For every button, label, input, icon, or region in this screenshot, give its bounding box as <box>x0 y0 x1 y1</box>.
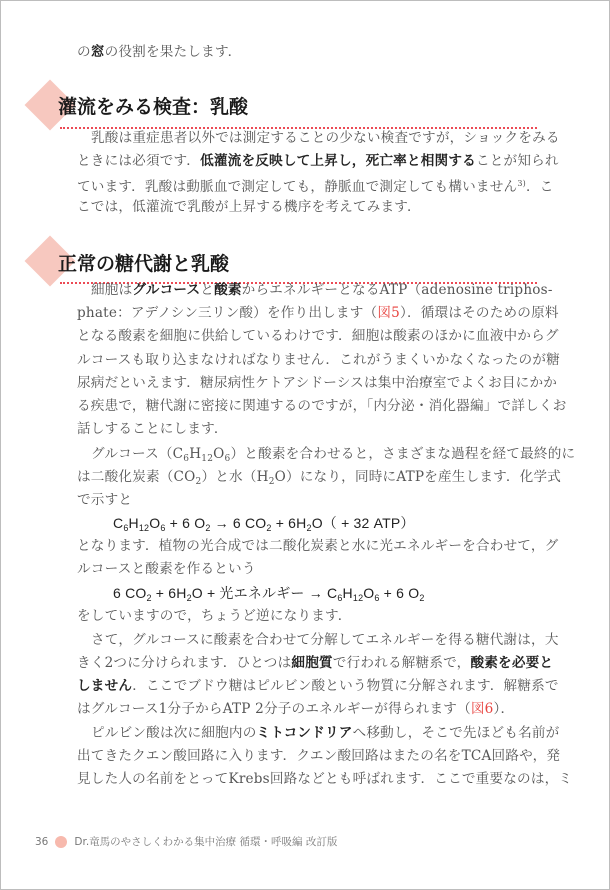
text-segment: ときには必須です． <box>77 153 201 169</box>
text-segment: の役割を果たします． <box>104 44 242 60</box>
bold-term: 酸素を必要と <box>470 655 554 670</box>
bold-term: グルコース <box>132 282 201 297</box>
text-segment: ）． <box>493 701 515 717</box>
text-segment: 2 <box>146 593 152 603</box>
text-line <box>77 490 540 510</box>
text-line <box>77 559 540 579</box>
text-segment: となる酸素を細胞に供給しているわけです．細胞は酸素のほかに血液中からグ <box>77 328 559 344</box>
text-segment: + 6H <box>151 585 187 601</box>
text-line <box>77 303 559 323</box>
text-segment: は二酸化炭素（CO <box>77 469 196 485</box>
text-segment: O <box>213 446 225 462</box>
text-segment: こでは，低灌流で乳酸が上昇する機序を考えてみます． <box>77 199 421 215</box>
page-footer <box>35 834 337 849</box>
text-segment: 6 <box>374 593 380 603</box>
text-segment: 乳酸は重症患者以外では測定することの少ない検査ですが，ショックをみる <box>91 130 560 146</box>
text-line <box>77 151 559 171</box>
bold-term: 低灌流を反映して上昇し，死亡率と相関する <box>200 153 476 168</box>
text-segment: 2 <box>268 477 275 487</box>
section-heading-lactate-test: 灌流をみる検査：乳酸 <box>58 96 249 118</box>
text-segment: + 6 O <box>165 515 206 531</box>
text-segment: O + 光エネルギー → C <box>191 585 338 601</box>
text-segment: H <box>128 515 139 531</box>
bold-term: 細胞質 <box>291 655 333 670</box>
text-segment: C <box>113 515 124 531</box>
text-segment: 6 <box>183 454 190 464</box>
text-line <box>77 350 560 370</box>
text-segment: の <box>77 44 91 60</box>
text-segment: 12 <box>201 454 214 464</box>
text-segment: H <box>342 585 353 601</box>
text-segment: ことが知られ <box>475 153 559 169</box>
text-line <box>77 746 561 766</box>
text-segment: + 6H <box>271 515 307 531</box>
chemical-equation <box>113 513 576 538</box>
figure-reference-link[interactable]: 図5 <box>377 305 400 321</box>
bold-term: 窓 <box>90 44 105 59</box>
text-line <box>77 373 558 393</box>
text-segment: 6 CO <box>113 585 147 601</box>
text-segment: グルコース（C <box>91 446 184 462</box>
text-segment: で行われる解糖系で， <box>332 655 471 671</box>
text-segment: 12 <box>138 523 150 533</box>
text-segment: + 6 O <box>379 585 420 601</box>
text-segment: 出てきたクエン酸回路に入ります．クエン酸回路はまたの名をTCA回路や，発 <box>77 748 561 764</box>
bold-term: ミトコンドリア <box>256 725 353 740</box>
section-heading-glucose-metabolism: 正常の糖代謝と乳酸 <box>58 253 230 275</box>
text-segment: をしていますので，ちょうど逆になります． <box>77 608 352 624</box>
text-line <box>77 630 559 650</box>
text-segment: ）．循環はそのための原料 <box>399 305 559 321</box>
footer-dot-icon <box>55 836 67 848</box>
text-segment: からエネルギーとなるATP（adenosine triphos- <box>241 282 553 298</box>
text-segment: と <box>200 282 215 298</box>
text-segment: 尿病だといえます．糖尿病性ケトアシドーシスは集中治療室でよくお目にかか <box>77 375 558 391</box>
text-segment: となります．植物の光合成では二酸化炭素と水に光エネルギーを合わせて，グ <box>77 538 559 554</box>
text-segment: ．ここでブドウ糖はピルビン酸という物質に分解されます．解糖系で <box>132 678 559 694</box>
text-segment: 細胞は <box>91 282 133 298</box>
text-segment: ルコースも取り込まなければなりません．これがうまくいかなくなったのが糖 <box>77 352 560 368</box>
text-segment: 3) <box>517 179 526 188</box>
text-segment: 2 <box>266 523 272 533</box>
bold-term: しません <box>77 678 133 693</box>
text-segment: ピルビン酸は次に細胞内の <box>91 725 257 741</box>
text-line <box>77 42 540 62</box>
text-segment: る疾患で，糖代謝に密接に関連するのですが，「内分泌・消化器編」で詳しくお <box>77 398 567 414</box>
bold-term: 酸素 <box>214 282 242 297</box>
chemical-equation <box>113 583 576 608</box>
text-segment: 2 <box>195 477 202 487</box>
text-segment: → 6 CO <box>210 515 267 531</box>
text-segment: ルコースと酸素を作るという <box>77 561 256 577</box>
text-line <box>77 280 553 300</box>
text-segment: O <box>149 515 161 531</box>
text-segment: 6 <box>160 523 166 533</box>
text-line <box>77 419 540 439</box>
text-line <box>77 769 573 789</box>
text-line <box>77 128 560 148</box>
text-line <box>77 174 554 197</box>
text-line <box>77 396 567 416</box>
text-segment: 2 <box>419 593 425 603</box>
text-segment: 6 <box>123 523 129 533</box>
text-segment: 2 <box>186 593 192 603</box>
text-segment: で示すと <box>77 492 133 508</box>
text-segment: phate：アデノシン三リン酸）を作り出します（ <box>77 305 378 321</box>
text-line <box>77 723 560 743</box>
text-segment: O）になり，同時にATPを産生します．化学式 <box>274 469 562 485</box>
text-segment: へ移動し，そこで先ほども名前が <box>352 725 560 741</box>
text-segment: ．こ <box>525 179 554 195</box>
text-segment: ）と酸素を合わせると，さまざまな過程を経て最終的に <box>230 446 576 462</box>
text-segment: 12 <box>352 593 364 603</box>
page-number: 36 <box>35 835 49 848</box>
text-line <box>77 326 559 346</box>
text-line <box>77 676 559 696</box>
text-segment: ています．乳酸は動脈血で測定しても，静脈血で測定しても構いません <box>77 179 518 195</box>
text-segment: ）と水（H <box>201 469 269 485</box>
text-segment: 2 <box>306 523 312 533</box>
text-line <box>77 444 576 469</box>
text-segment: H <box>189 446 202 462</box>
text-segment: 2 <box>205 523 211 533</box>
text-segment: はグルコース1分子からATP 2分子のエネルギーが得られます（ <box>77 701 471 717</box>
figure-reference-link[interactable]: 図6 <box>470 701 494 717</box>
text-segment: きく2つに分けられます．ひとつは <box>77 655 292 671</box>
text-segment: 話しすることにします． <box>77 421 228 437</box>
text-segment: さて，グルコースに酸素を合わせて分解してエネルギーを得る糖代謝は，大 <box>91 632 559 648</box>
text-line <box>77 606 540 626</box>
text-line <box>77 467 562 492</box>
text-segment: O <box>363 585 375 601</box>
text-line <box>77 699 540 719</box>
text-segment: 見した人の名前をとってKrebs回路などとも呼ばれます．ここで重要なのは，ミ <box>77 771 573 787</box>
text-segment: 6 <box>224 454 231 464</box>
text-line <box>77 653 554 673</box>
text-segment: O（ + 32 ATP） <box>311 515 415 531</box>
book-title: Dr.竜馬のやさしくわかる集中治療 循環・呼吸編 改訂版 <box>74 836 338 848</box>
text-line <box>77 197 540 217</box>
text-line <box>77 536 559 556</box>
text-segment: 6 <box>337 593 343 603</box>
